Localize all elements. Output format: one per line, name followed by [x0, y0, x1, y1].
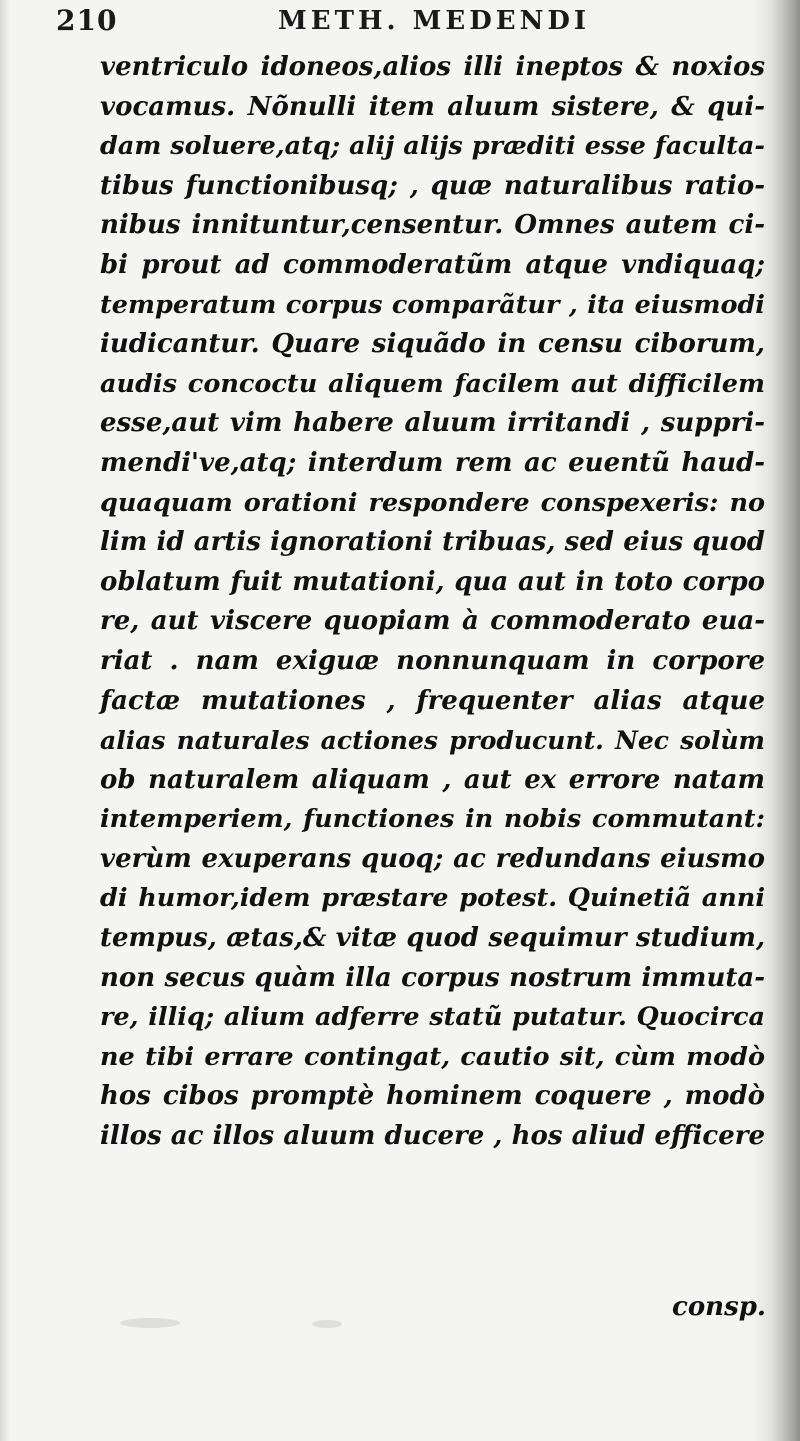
text-line: illos ac illos aluum ducere , hos aliud efficere — [100, 1121, 765, 1152]
page-left-shadow — [0, 0, 10, 1441]
text-line: hos cibos promptè hominem coquere , modò — [100, 1081, 765, 1112]
text-line: oblatum fuit mutationi, qua aut in toto corpo — [100, 566, 765, 597]
text-line: re, aut viscere quopiam à commoderato eua- — [100, 606, 765, 637]
text-line: intemperiem, functiones in nobis commutant: — [100, 804, 765, 835]
ink-smudge — [120, 1318, 180, 1328]
page-number: 210 — [56, 4, 118, 37]
catchword: consp. — [672, 1292, 766, 1322]
text-line: di humor,idem præstare potest. Quinetiã anni — [100, 883, 765, 914]
text-line: ne tibi errare contingat, cautio sit, cùm modò — [100, 1041, 765, 1072]
text-line: alias naturales actiones producunt. Nec solùm — [100, 726, 765, 756]
text-line: quaquam orationi respondere conspexeris: no — [100, 487, 765, 518]
text-line: dam soluere,atq; alij alijs præditi esse faculta- — [100, 131, 765, 162]
text-line: esse,aut vim habere aluum irritandi , suppri- — [100, 408, 765, 439]
page-header — [48, 4, 748, 44]
text-line: non secus quàm illa corpus nostrum immuta- — [100, 962, 765, 993]
text-line: audis concoctu aliquem facilem aut difficilem — [100, 368, 765, 399]
text-line: tempus, ætas,& vitæ quod sequimur studium, — [100, 923, 765, 954]
text-line: nibus innituntur,censentur. Omnes autem ci- — [100, 210, 765, 241]
body-text — [100, 48, 765, 1157]
text-line: tibus functionibusq; , quæ naturalibus ratio- — [100, 170, 765, 201]
text-line: ob naturalem aliquam , aut ex errore natam — [100, 764, 765, 795]
text-line: lim id artis ignorationi tribuas, sed eius quod — [100, 527, 765, 558]
text-line: temperatum corpus comparãtur , ita eiusmodi — [100, 289, 765, 320]
text-line: iudicantur. Quare siquãdo in censu ciborum, — [100, 329, 765, 360]
text-line: vocamus. Nõnulli item aluum sistere, & qui- — [100, 91, 765, 122]
text-line: verùm exuperans quoq; ac redundans eiusmo — [100, 843, 765, 874]
text-line: factæ mutationes , frequenter alias atque — [100, 685, 765, 716]
text-line: mendi've,atq; interdum rem ac euentũ haud- — [100, 447, 765, 478]
running-head: METH. MEDENDI — [278, 6, 591, 36]
text-line: re, illiq; alium adferre statũ putatur. Quocirca — [100, 1002, 765, 1033]
text-line: riat . nam exiguæ nonnunquam in corpore — [100, 645, 765, 676]
ink-smudge — [312, 1320, 342, 1328]
text-line: ventriculo idoneos,alios illi ineptos & noxios — [100, 52, 765, 82]
text-line: bi prout ad commoderatũm atque vndiquaq; — [100, 249, 765, 280]
